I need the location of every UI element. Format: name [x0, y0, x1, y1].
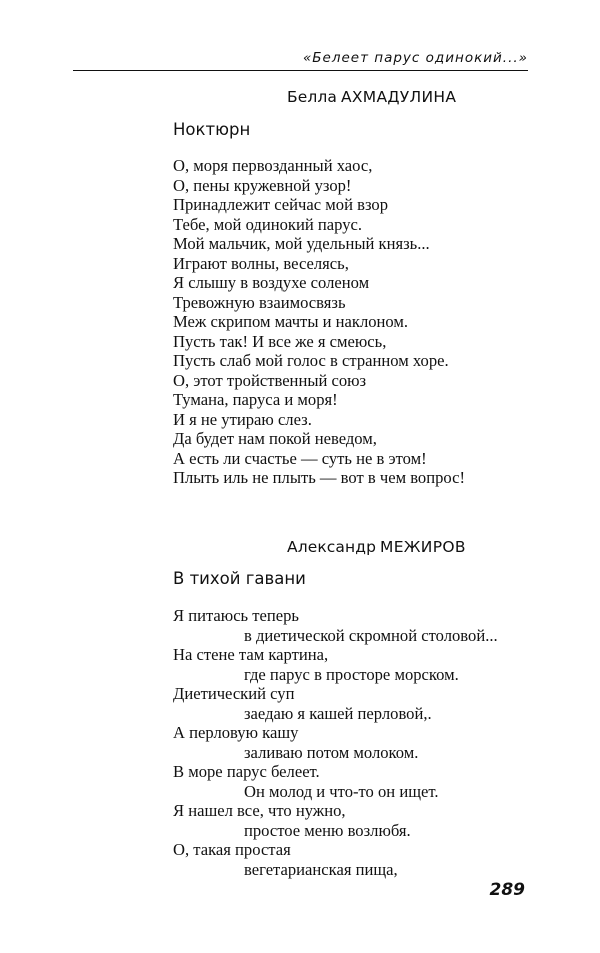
verse-line: На стене там картина,: [173, 645, 329, 664]
verse-line-indented: в диетической скромной столовой...: [244, 625, 498, 645]
verse-line-indented: Он молод и что-то он ищет.: [244, 781, 439, 801]
verse-line: Принадлежит сейчас мой взор: [173, 195, 388, 214]
verse-line-indented: заедаю я кашей перловой,.: [244, 703, 432, 723]
verse-line-indented: простое меню возлюбя.: [244, 820, 411, 840]
running-head: «Белеет парус одинокий...»: [302, 50, 528, 66]
verse-line: Пусть так! И все же я смеюсь,: [173, 331, 387, 351]
verse-line: О, этот тройственный союз: [173, 370, 367, 390]
author-first-name: Белла: [287, 88, 337, 106]
verse-line: Я слышу в воздухе соленом: [173, 273, 370, 292]
author-name: [287, 538, 466, 556]
verse-line: Тебе, мой одинокий парус.: [173, 214, 363, 234]
verse-line-indented: вегетарианская пища,: [244, 859, 398, 879]
author-first-name: Александр: [287, 538, 377, 556]
verse-line: Да будет нам покой неведом,: [173, 429, 377, 448]
verse-line: Я питаюсь теперь: [173, 606, 300, 625]
verse-line: О, такая простая: [173, 840, 291, 859]
verse-line: Тревожную взаимосвязь: [173, 292, 346, 312]
verse-line: Диетический суп: [173, 684, 295, 703]
verse-line: Пусть слаб мой голос в странном хоре.: [173, 351, 449, 370]
verse-line: А перловую кашу: [173, 723, 299, 742]
verse-line: О, моря первозданный хаос,: [173, 156, 373, 175]
verse-line: Плыть иль не плыть — вот в чем вопрос!: [173, 468, 466, 487]
page-number: 289: [489, 880, 525, 900]
verse-line: Играют волны, веселясь,: [173, 253, 349, 273]
verse-line: В море парус белеет.: [173, 762, 320, 781]
poem-title: В тихой гавани: [173, 569, 306, 588]
verse-line-indented: заливаю потом молоком.: [244, 742, 419, 762]
poem-text: [173, 156, 465, 488]
header-rule: [73, 70, 528, 71]
verse-line: Мой мальчик, мой удельный князь...: [173, 234, 430, 253]
author-name: [287, 88, 456, 106]
verse-line: Тумана, паруса и моря!: [173, 390, 338, 409]
verse-line: О, пены кружевной узор!: [173, 175, 352, 195]
poem-title: Ноктюрн: [173, 120, 251, 139]
poem-text: [173, 606, 498, 879]
author-last-name: АХМАДУЛИНА: [340, 88, 457, 106]
verse-line: А есть ли счастье — суть не в этом!: [173, 448, 427, 468]
verse-line-indented: где парус в просторе морском.: [244, 664, 459, 684]
verse-line: И я не утираю слез.: [173, 409, 312, 429]
author-last-name: МЕЖИРОВ: [380, 538, 466, 556]
verse-line: Меж скрипом мачты и наклоном.: [173, 312, 409, 331]
verse-line: Я нашел все, что нужно,: [173, 801, 346, 820]
